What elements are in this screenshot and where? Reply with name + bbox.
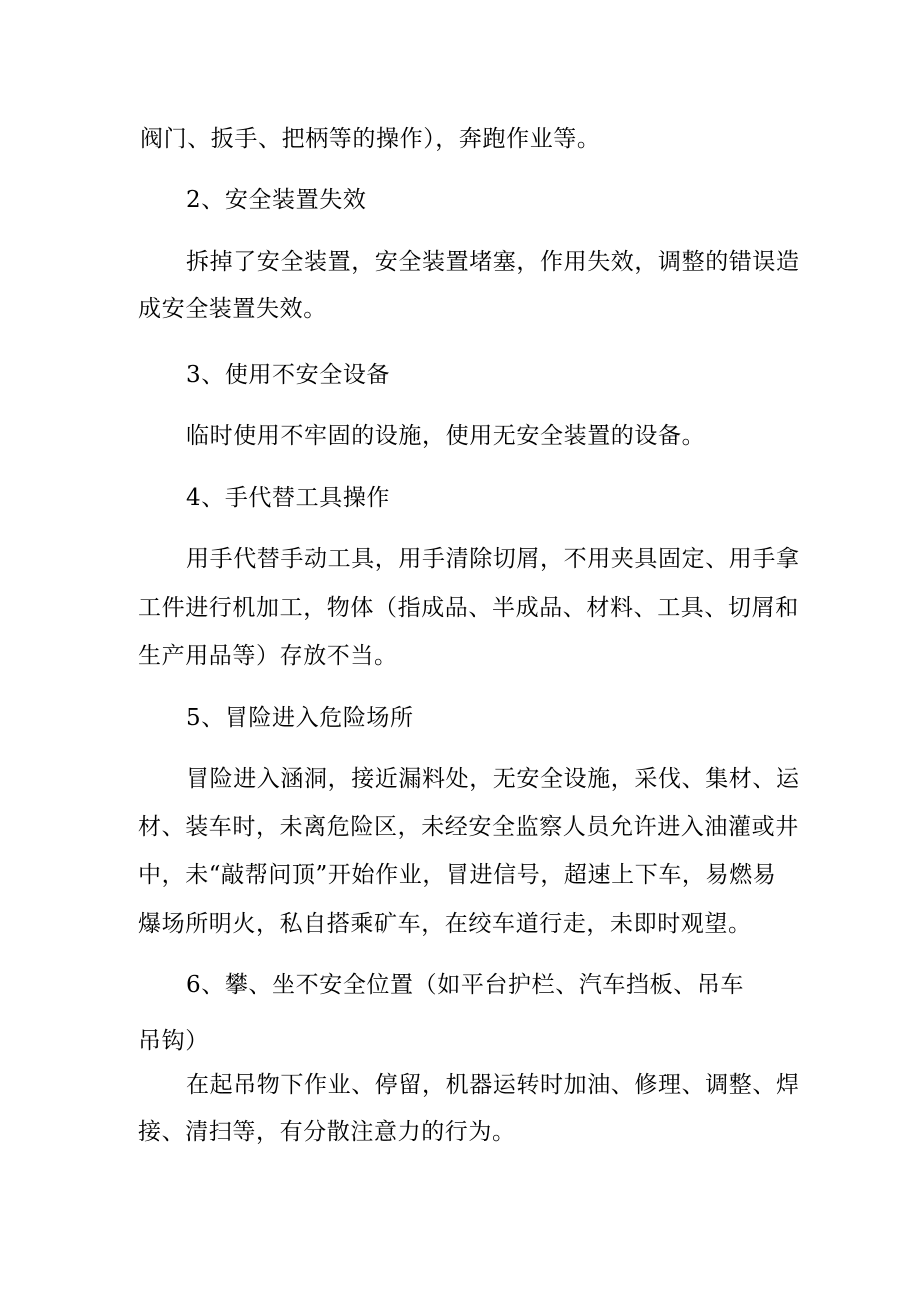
section-heading-6: 6、攀、坐不安全位置（如平台护栏、汽车挡板、吊车 [186, 972, 745, 998]
paragraph-line: 阀门、扳手、把柄等的操作），奔跑作业等。 [140, 126, 601, 152]
paragraph-line: 工件进行机加工，物体（指成品、半成品、材料、工具、切屑和 [138, 595, 799, 621]
section-heading-3: 3、使用不安全设备 [186, 362, 391, 388]
section-heading-6-continued: 吊钩） [138, 1028, 209, 1054]
paragraph-line: 在起吊物下作业、停留，机器运转时加油、修理、调整、焊 [186, 1072, 800, 1098]
section-heading-2: 2、安全装置失效 [186, 187, 367, 213]
paragraph-line: 用手代替手动工具，用手清除切屑，不用夹具固定、用手拿 [186, 546, 800, 572]
section-heading-4: 4、手代替工具操作 [186, 485, 391, 511]
paragraph-line: 材、装车时，未离危险区，未经安全监察人员允许进入油灌或井 [138, 814, 799, 840]
paragraph-line: 接、清扫等，有分散注意力的行为。 [138, 1119, 516, 1145]
paragraph-line: 爆场所明火，私自搭乘矿车，在绞车道行走，未即时观望。 [138, 911, 752, 937]
paragraph-line: 临时使用不牢固的设施，使用无安全装置的设备。 [186, 423, 706, 449]
paragraph-line: 成安全装置失效。 [138, 296, 327, 322]
paragraph-line: 冒险进入涵洞，接近漏料处，无安全设施，采伐、集材、运 [186, 766, 800, 792]
paragraph-line: 中，未“敲帮问顶”开始作业，冒进信号，超速上下车，易燃易 [138, 862, 777, 888]
paragraph-line: 生产用品等）存放不当。 [138, 643, 398, 669]
paragraph-line: 拆掉了安全装置，安全装置堵塞，作用失效，调整的错误造 [186, 249, 800, 275]
section-heading-5: 5、冒险进入危险场所 [186, 705, 414, 731]
